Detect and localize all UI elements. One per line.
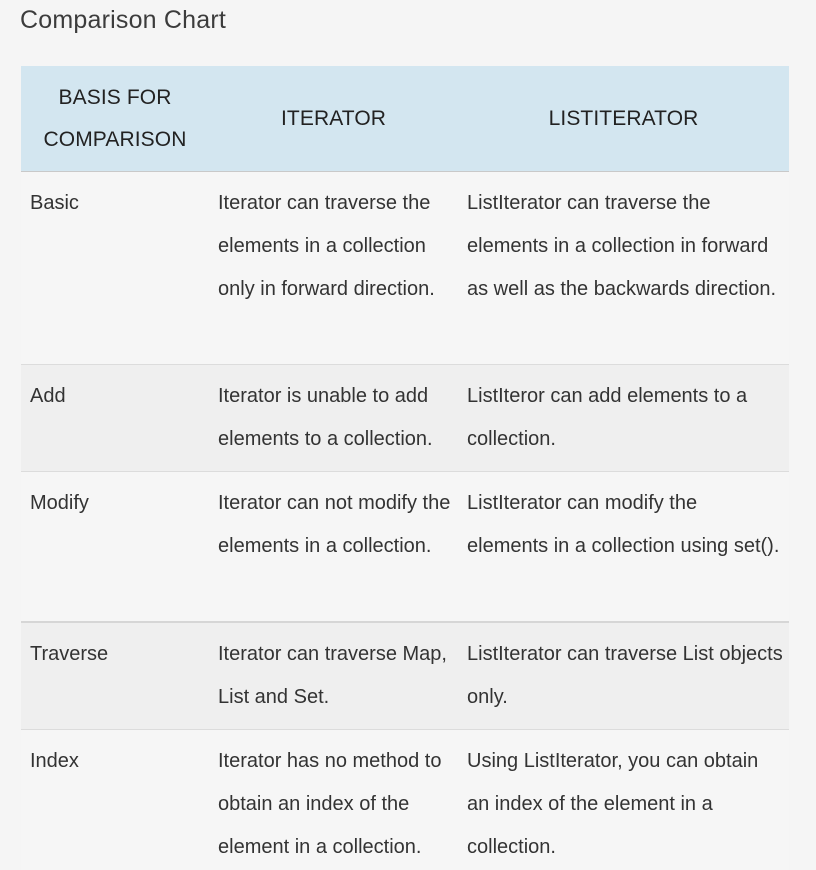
listiterator-cell: ListIterator can traverse List objects only. [458, 622, 789, 730]
header-listiterator: LISTITERATOR [458, 66, 789, 172]
comparison-table [21, 66, 789, 870]
iterator-cell: Iterator can traverse Map, List and Set. [209, 622, 458, 730]
listiterator-cell: ListIteror can add elements to a collection. [458, 365, 789, 472]
basis-cell: Traverse [21, 622, 209, 730]
basis-cell: Modify [21, 472, 209, 623]
basis-cell: Basic [21, 172, 209, 365]
iterator-cell: Iterator can not modify the elements in a collection. [209, 472, 458, 623]
basis-cell: Add [21, 365, 209, 472]
header-iterator: ITERATOR [209, 66, 458, 172]
basis-cell: Index [21, 730, 209, 870]
iterator-cell: Iterator can traverse the elements in a collection only in forward direction. [209, 172, 458, 365]
page-title: Comparison Chart [20, 4, 226, 36]
listiterator-cell: ListIterator can traverse the elements in a collection in forward as well as the backwards direction. [458, 172, 789, 365]
table-row [21, 472, 789, 623]
table-row [21, 622, 789, 730]
header-row [21, 66, 789, 172]
table-row [21, 730, 789, 870]
header-basis: BASIS FOR COMPARISON [21, 66, 209, 172]
table-row [21, 365, 789, 472]
table-row [21, 172, 789, 365]
iterator-cell: Iterator is unable to add elements to a collection. [209, 365, 458, 472]
table-body [21, 172, 789, 870]
listiterator-cell: ListIterator can modify the elements in a collection using set(). [458, 472, 789, 623]
listiterator-cell: Using ListIterator, you can obtain an index of the element in a collection. [458, 730, 789, 870]
table-header [21, 66, 789, 172]
iterator-cell: Iterator has no method to obtain an index of the element in a collection. [209, 730, 458, 870]
